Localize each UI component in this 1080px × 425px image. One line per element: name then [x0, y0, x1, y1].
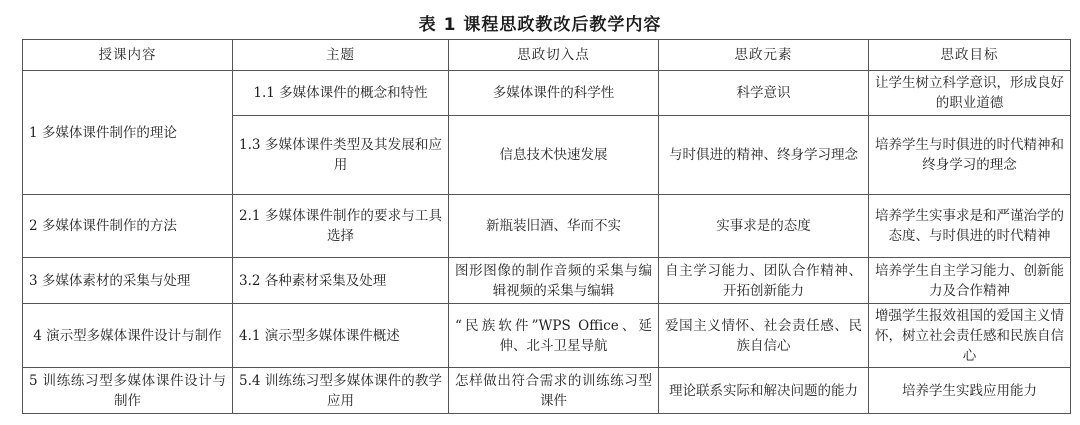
table-row: [23, 195, 1071, 258]
element-cell: 科学意识: [659, 71, 869, 116]
header-content: 授课内容: [23, 40, 233, 71]
element-cell: 理论联系实际和解决问题的能力: [659, 368, 869, 414]
entry-point-cell: 图形图像的制作音频的采集与编辑视频的采集与编辑: [449, 258, 659, 304]
element-cell: 爱国主义情怀、社会责任感、民族自信心: [659, 304, 869, 368]
content-cell: 4 演示型多媒体课件设计与制作: [23, 304, 233, 368]
header-entry-point: 思政切入点: [449, 40, 659, 71]
topic-cell: 3.2 各种素材采集及处理: [233, 258, 449, 304]
content-cell: 3 多媒体素材的采集与处理: [23, 258, 233, 304]
content-cell: 2 多媒体课件制作的方法: [23, 195, 233, 258]
topic-cell: 1.1 多媒体课件的概念和特性: [233, 71, 449, 116]
table-row: [23, 71, 1071, 116]
goal-cell: 让学生树立科学意识，形成良好的职业道德: [869, 71, 1071, 116]
header-topic: 主题: [233, 40, 449, 71]
table-row: [23, 258, 1071, 304]
table-row: [23, 304, 1071, 368]
header-row: [23, 40, 1071, 71]
topic-cell: 1.3 多媒体课件类型及其发展和应用: [233, 116, 449, 195]
header-element: 思政元素: [659, 40, 869, 71]
entry-point-cell: 信息技术快速发展: [449, 116, 659, 195]
entry-point-cell: 多媒体课件的科学性: [449, 71, 659, 116]
content-cell: 5 训练练习型多媒体课件设计与制作: [23, 368, 233, 414]
goal-cell: 培养学生自主学习能力、创新能力及合作精神: [869, 258, 1071, 304]
table-row: [23, 368, 1071, 414]
entry-point-cell: “民族软件”WPS Office、延伸、北斗卫星导航: [449, 304, 659, 368]
header-goal: 思政目标: [869, 40, 1071, 71]
content-cell: 1 多媒体课件制作的理论: [23, 71, 233, 195]
topic-cell: 4.1 演示型多媒体课件概述: [233, 304, 449, 368]
table-caption: 表 1 课程思政教改后教学内容: [418, 15, 662, 35]
goal-cell: 培养学生实事求是和严谨治学的态度、与时俱进的时代精神: [869, 195, 1071, 258]
topic-cell: 2.1 多媒体课件制作的要求与工具选择: [233, 195, 449, 258]
element-cell: 实事求是的态度: [659, 195, 869, 258]
goal-cell: 培养学生与时俱进的时代精神和终身学习的理念: [869, 116, 1071, 195]
entry-point-cell: 怎样做出符合需求的训练练习型课件: [449, 368, 659, 414]
element-cell: 与时俱进的精神、终身学习理念: [659, 116, 869, 195]
goal-cell: 增强学生报效祖国的爱国主义情怀，树立社会责任感和民族自信心: [869, 304, 1071, 368]
goal-cell: 培养学生实践应用能力: [869, 368, 1071, 414]
topic-cell: 5.4 训练练习型多媒体课件的教学应用: [233, 368, 449, 414]
entry-point-cell: 新瓶装旧酒、华而不实: [449, 195, 659, 258]
element-cell: 自主学习能力、团队合作精神、开拓创新能力: [659, 258, 869, 304]
teaching-content-table: [22, 39, 1071, 414]
